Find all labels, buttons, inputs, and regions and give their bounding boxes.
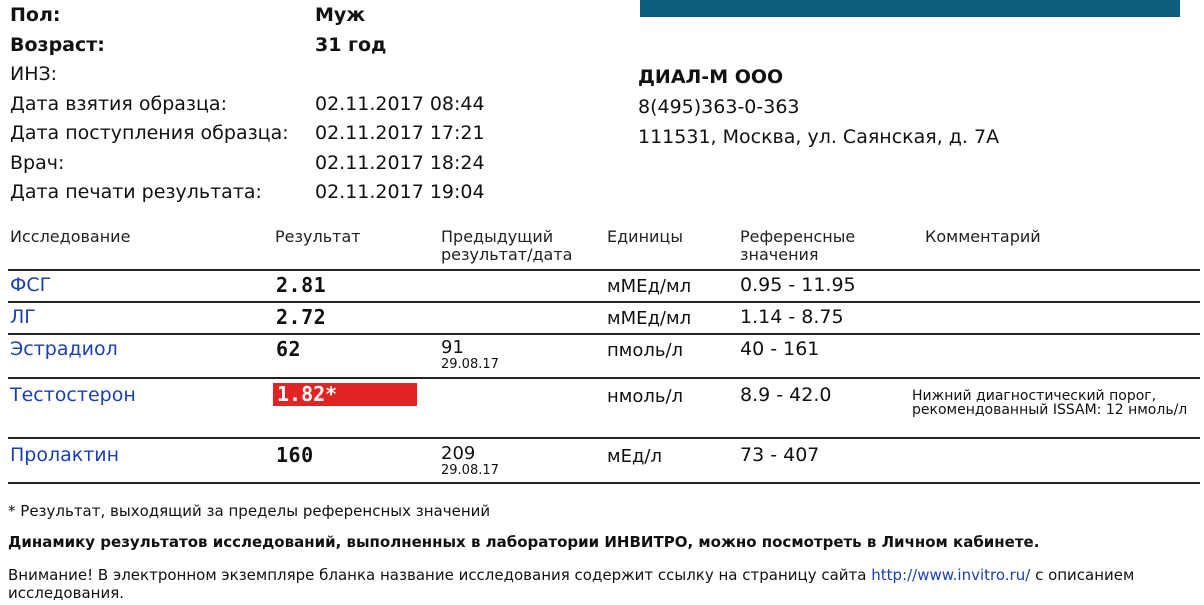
dynamics-note: Динамику результатов исследований, выполненных в лаборатории ИНВИТРО, можно посмотреть в Личном кабинете. xyxy=(8,533,1040,551)
inz-label: ИНЗ: xyxy=(10,63,58,85)
sample-taken-value: 02.11.2017 08:44 xyxy=(315,93,485,115)
row-divider xyxy=(8,333,1200,335)
previous-date: 29.08.17 xyxy=(441,357,499,372)
header-ref xyxy=(740,228,855,264)
warning-line-1 xyxy=(8,566,1134,584)
row-divider xyxy=(8,437,1200,439)
reference-range: 8.9 - 42.0 xyxy=(740,384,832,406)
units-value: мМЕд/мл xyxy=(607,308,692,329)
header-result: Результат xyxy=(275,227,361,246)
sample-received-value: 02.11.2017 17:21 xyxy=(315,122,485,144)
header-prev xyxy=(441,228,572,264)
header-prev-line1: Предыдущий xyxy=(441,227,554,246)
printed-value: 02.11.2017 19:04 xyxy=(315,181,485,203)
previous-date: 29.08.17 xyxy=(441,463,499,478)
result-value: 62 xyxy=(276,337,302,361)
previous-value: 209 xyxy=(441,443,476,464)
units-value: нмоль/л xyxy=(607,386,684,407)
lab-phone: 8(495)363-0-363 xyxy=(638,96,800,118)
previous-result xyxy=(441,339,499,372)
previous-result xyxy=(441,445,499,478)
reference-range: 0.95 - 11.95 xyxy=(740,274,856,296)
warning-text-end: с описанием xyxy=(1035,566,1135,584)
test-link-lh[interactable]: ЛГ xyxy=(10,306,36,328)
test-link-testosterone[interactable]: Тестостерон xyxy=(10,384,136,406)
reference-range: 1.14 - 8.75 xyxy=(740,306,844,328)
warning-line-2: исследования. xyxy=(8,584,124,602)
result-value: 2.81 xyxy=(276,273,327,297)
row-divider xyxy=(8,269,1200,271)
lab-name: ДИАЛ-М ООО xyxy=(638,66,784,88)
result-value: 160 xyxy=(276,443,314,467)
row-divider xyxy=(8,377,1200,379)
header-comment: Комментарий xyxy=(925,227,1041,246)
previous-value: 91 xyxy=(441,337,464,358)
header-test: Исследование xyxy=(10,227,131,246)
warning-text: Внимание! В электронном экземпляре бланка название исследования содержит ссылку на страницу сайта xyxy=(8,566,867,584)
age-value: 31 год xyxy=(315,34,387,56)
units-value: пмоль/л xyxy=(607,340,684,361)
doctor-label: Врач: xyxy=(10,152,65,174)
sample-received-label: Дата поступления образца: xyxy=(10,122,289,144)
result-value-flagged: 1.82* xyxy=(273,383,417,406)
test-link-fsh[interactable]: ФСГ xyxy=(10,274,52,296)
reference-range: 40 - 161 xyxy=(740,338,820,360)
printed-label: Дата печати результата: xyxy=(10,181,262,203)
reference-range: 73 - 407 xyxy=(740,444,820,466)
header-ref-line1: Референсные xyxy=(740,227,856,246)
header-ref-line2: значения xyxy=(740,245,819,264)
out-of-range-note: * Результат, выходящий за пределы референсных значений xyxy=(8,502,491,520)
test-link-estradiol[interactable]: Эстрадиол xyxy=(10,338,118,360)
doctor-value: 02.11.2017 18:24 xyxy=(315,152,485,174)
sample-taken-label: Дата взятия образца: xyxy=(10,93,227,115)
row-divider xyxy=(8,301,1200,303)
header-banner xyxy=(640,0,1180,17)
header-prev-line2: результат/дата xyxy=(441,245,573,264)
header-units: Единицы xyxy=(607,227,683,246)
result-comment: Нижний диагностический порог, рекомендованный ISSAM: 12 нмоль/л xyxy=(912,388,1188,418)
units-value: мМЕд/мл xyxy=(607,276,692,297)
age-label: Возраст: xyxy=(10,34,105,56)
invitro-link[interactable]: http://www.invitro.ru/ xyxy=(871,566,1031,584)
result-value: 2.72 xyxy=(276,305,327,329)
units-value: мЕд/л xyxy=(607,446,662,467)
sex-value: Муж xyxy=(315,4,366,26)
row-divider xyxy=(8,482,1200,484)
test-link-prolactin[interactable]: Пролактин xyxy=(10,444,120,466)
sex-label: Пол: xyxy=(10,4,61,26)
lab-address: 111531, Москва, ул. Саянская, д. 7А xyxy=(638,126,1000,148)
